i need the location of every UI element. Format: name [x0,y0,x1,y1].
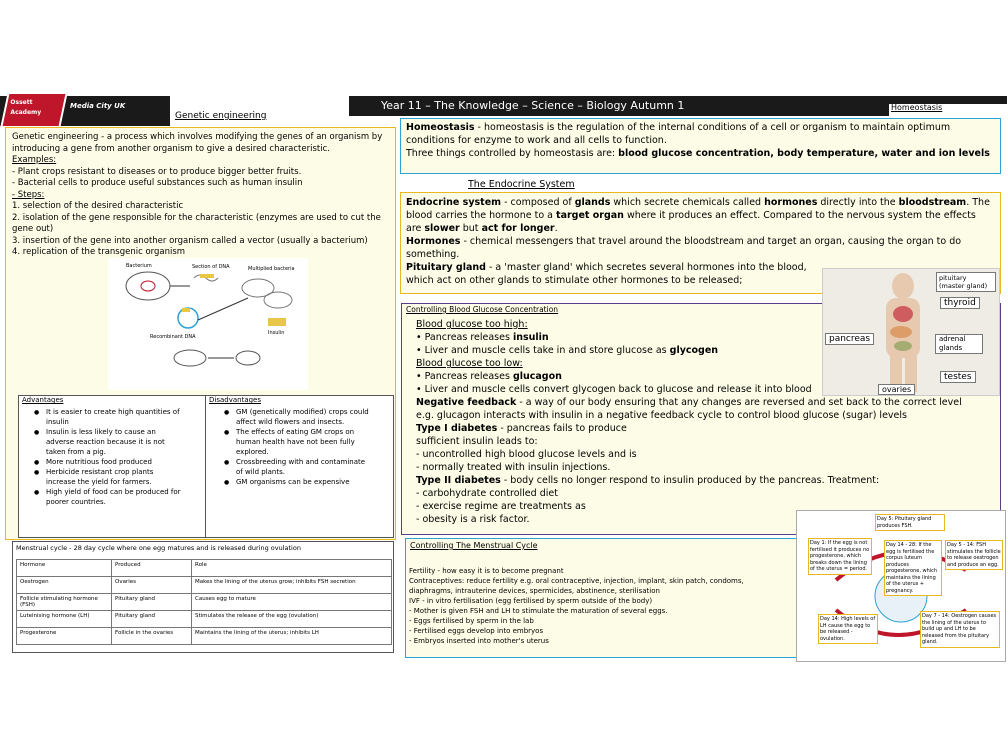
disadvantage-item: ● GM (genetically modified) crops could affect wild flowers and insects. [224,407,374,427]
glucose-low-label-text: Blood glucose too low: [416,358,523,369]
table-cell: Luteinising hormone (LH) [17,611,112,628]
menstrual-line: Fertility - how easy it is to become pregnant [409,567,564,575]
table-cell: Progesterone [17,628,112,645]
homeostasis-text: - homeostasis is the regulation of the internal conditions of a cell or organism to maintain optimum conditions for enzyme to work and all cells to function. [406,122,951,146]
glucose-low-2-text: Liver and muscle cells convert glycogen back to glucose and release it into blood [424,384,812,395]
steps-label [12,190,390,202]
examples-label [12,155,390,167]
adv-divider [205,395,206,538]
pituitary-label: Pituitary gland [406,262,486,273]
negative-feedback [416,396,976,422]
gland-label-thyroid: thyroid [940,297,980,309]
endocrine-text: which secrete chemicals called [610,197,765,208]
homeostasis-box [400,118,1001,174]
menstrual-heading: Controlling The Menstrual Cycle [410,541,538,550]
school-logo [0,92,68,128]
genetic-text [12,132,390,259]
diagram-label-insulin: Insulin [268,330,285,336]
endocrine-text: directly into the [817,197,899,208]
step-3: 3. insertion of the gene into another organism called a vector (usually a bacterium) [12,235,368,246]
menstrual-line: - Eggs fertilised by sperm in the lab [409,617,534,625]
glucose-heading: Controlling Blood Glucose Concentration [406,305,559,314]
endocrine-text: . [554,223,558,234]
endocrine-sys-label: Endocrine system [406,197,502,208]
hormones-def [406,235,995,261]
table-cell: Hormone [17,560,112,577]
glucose-low-1-text: Pancreas releases [424,371,513,382]
type1-line: sufficient insulin leads to: [416,436,538,447]
type2-line: - carbohydrate controlled diet [416,488,558,499]
type2-label: Type II diabetes [416,475,501,486]
table-cell: Follicle stimulating hormone (FSH) [17,594,112,611]
steps-label-text: - Steps: [12,189,45,200]
endocrine-text: . The blood carries the hormone to a [406,197,990,221]
menstrual-line: - Embryos inserted into mother's uterus [409,637,549,645]
glucose-high-2-bold: glycogen [669,345,719,356]
cycle-box-day7-14: Day 7 - 14: Oestrogen causes the lining of the uterus to build up and LH to be released from the pituitary gland. [920,611,1000,648]
gland-label-adrenal: adrenal glands [935,334,983,354]
type1-text: - pancreas fails to produce [497,423,627,434]
type1-label: Type I diabetes [416,423,498,434]
endocrine-system-def [406,196,994,235]
disadvantage-item: ● Crossbreeding with and contaminate of wild plants. [224,457,374,477]
homeostasis-three-prefix: Three things controlled by homeostasis are: [406,148,619,159]
glucose-high-2-text: Liver and muscle cells take in and store glucose as [424,345,670,356]
table-row [17,594,392,611]
disadvantage-item: ● The effects of eating GM crops on human health have not been fully explored. [224,427,374,457]
examples-label-text: Examples: [12,155,57,165]
table-cell: Oestrogen [17,577,112,594]
table-cell: Maintains the lining of the uterus; inhibits LH [192,628,392,645]
glucose-high-1-text: Pancreas releases [424,332,513,343]
glucose-high-2: • Liver and muscle cells take in and store glucose as glycogen [416,345,719,356]
diagram-label-recombinant: Recombinant DNA [150,334,196,340]
type1-line: - uncontrolled high blood glucose levels and is [416,449,637,460]
genetic-def-label: Genetic engineering [12,132,99,142]
endocrine-bold: hormones [764,197,818,208]
step-1: 1. selection of the desired characteristic [12,201,184,211]
menstrual-line: - Mother is given FSH and LH to stimulate the maturation of several eggs. [409,607,668,615]
cycle-box-day5: Day 5: Pituitary gland produces FSH. [875,514,945,531]
menstrual-line: IVF - in vitro fertilisation (egg fertilised by sperm outside of the body) [409,597,653,605]
diagram-label-multiplied: Multiplied bacteria [248,266,295,272]
advantages-title: Advantages [22,396,64,404]
table-row [17,628,392,645]
genetic-heading: Genetic engineering [175,111,267,121]
table-cell: Produced [112,560,192,577]
hormone-table-header [17,560,392,577]
type2-def [416,474,996,487]
genetic-def-text: - a process which involves modifying the genes of an organism by introducing a gene from another organism to give a desired characteristic. [12,132,383,154]
table-cell: Pituitary gland [112,594,192,611]
glucose-high-label-text: Blood glucose too high: [416,319,528,330]
advantage-item: ● Herbicide resistant crop plants increase the yield for farmers. [34,467,184,487]
endocrine-text: where it produces an effect. Compared to the nervous system the effects are [406,210,976,234]
homeostasis-heading: Homeostasis [891,103,943,112]
menstrual-line: Contraceptives: reduce fertility e.g. oral contraceptive, injection, implant, skin patch, condoms, [409,577,744,585]
hormone-table [16,559,392,645]
nf-label: Negative feedback [416,397,517,408]
type1-line: - normally treated with insulin injections. [416,462,611,473]
diagram-label-bacterium: Bacterium [126,263,152,269]
table-cell: Makes the lining of the uterus grow; inhibits FSH secretion [192,577,392,594]
example-2: - Bacterial cells to produce useful substances such as human insulin [12,178,303,188]
table-cell: Role [192,560,392,577]
type2-line: - obesity is a risk factor. [416,514,530,525]
homeostasis-three-bold: blood glucose concentration, body temperature, water and ion levels [618,148,990,159]
glucose-low-1-bold: glucagon [512,371,562,382]
step-2: 2. isolation of the gene responsible for the characteristic (enzymes are used to cut the gene out) [12,212,381,234]
advantage-item: ● It is easier to create high quantities of insulin [34,407,184,427]
pituitary-def [406,261,826,287]
homeostasis-three [406,147,995,160]
advantages-list [34,407,184,507]
gland-label-pituitary: pituitary (master gland) [936,272,996,292]
body-silhouette [868,272,938,394]
gland-label-ovaries: ovaries [878,384,915,395]
step-4: 4. replication of the transgenic organism [12,247,186,257]
glucose-low-1: • Pancreas releases glucagon [416,371,562,382]
partner-logo [70,97,150,119]
endocrine-bold: target organ [556,210,624,221]
pituitary-text: - a 'master gland' which secretes several hormones into the blood, which act on other glands to stimulate other hormones to be released; [406,262,807,286]
genetic-definition [12,132,390,155]
advantage-item: ● High yield of food can be produced for poorer countries. [34,487,184,507]
gland-label-testes: testes [940,371,976,383]
table-cell: Ovaries [112,577,192,594]
disadvantage-item: ● GM organisms can be expensive [224,477,374,487]
menstrual-table-caption: Menstrual cycle - 28 day cycle where one egg matures and is released during ovulation [16,544,301,552]
cycle-box-day14: Day 14: High levels of LH cause the egg to be released - ovulation. [818,614,878,644]
glucose-high-1-bold: insulin [512,332,549,343]
menstrual-lines [409,566,795,646]
table-row [17,611,392,628]
menstrual-line: - Fertilised eggs develop into embryos [409,627,544,635]
disadvantages-title: Disadvantages [209,396,262,404]
hormones-label: Hormones [406,236,461,247]
cycle-box-day5-14: Day 5 - 14: FSH stimulates the follicle to release oestrogen and produce an egg. [945,540,1003,570]
endocrine-text: but [459,223,482,234]
table-cell: Follicle in the ovaries [112,628,192,645]
cycle-box-day14-28: Day 14 - 28: If the egg is fertilised the corpus luteum produces progesterone, which maintains the lining of the uterus + pregnancy. [884,540,942,596]
school-logo-text: Ossett Academy [10,99,42,116]
endocrine-bold: glands [574,197,611,208]
endocrine-bold: bloodstream [898,197,967,208]
endocrine-text: - composed of [501,197,575,208]
endocrine-bold: slower [424,223,460,234]
table-cell: Pituitary gland [112,611,192,628]
cycle-box-day1: Day 1: If the egg is not fertilised it produces no progesterone, which breaks down the lining of the uterus = period. [808,538,872,575]
table-cell: Stimulates the release of the egg (ovulation) [192,611,392,628]
homeostasis-definition [406,121,995,147]
endocrine-bold: act for longer [481,223,555,234]
type2-text: - body cells no longer respond to insulin produced by the pancreas. Treatment: [500,475,880,486]
type2-line: - exercise regime are treatments as [416,501,586,512]
partner-logo-text: Media City UK [70,102,126,110]
type1-def [416,422,996,435]
nf-text: - a way of our body ensuring that any changes are reversed and set back to the correct level e.g. glucagon interacts with insulin in a negative feedback cycle to control blood glucose (sugar) levels [416,397,962,421]
glucose-low-2: • Liver and muscle cells convert glycogen back to glucose and release it into blood [416,384,812,395]
disadvantages-list [224,407,374,487]
advantage-item: ● More nutritious food produced [34,457,184,467]
table-cell: Causes egg to mature [192,594,392,611]
glucose-high-1: • Pancreas releases insulin [416,332,549,343]
table-row [17,577,392,594]
hormones-text: - chemical messengers that travel around the bloodstream and target an organ, causing the organ to do something. [406,236,962,260]
genetic-engineering-diagram [108,258,308,390]
advantage-item: ● Insulin is less likely to cause an adverse reaction because it is not taken from a pig. [34,427,184,457]
endocrine-heading: The Endocrine System [468,179,575,190]
example-1: - Plant crops resistant to diseases or to produce bigger better fruits. [12,166,302,177]
homeostasis-label: Homeostasis [406,122,475,133]
gland-label-pancreas: pancreas [825,333,874,345]
menstrual-line: diaphragms, intrauterine devices, spermicides, abstinence, sterilisation [409,587,660,595]
diagram-label-dna: Section of DNA [192,264,230,270]
page-title: Year 11 – The Knowledge – Science – Biology Autumn 1 [349,96,889,116]
